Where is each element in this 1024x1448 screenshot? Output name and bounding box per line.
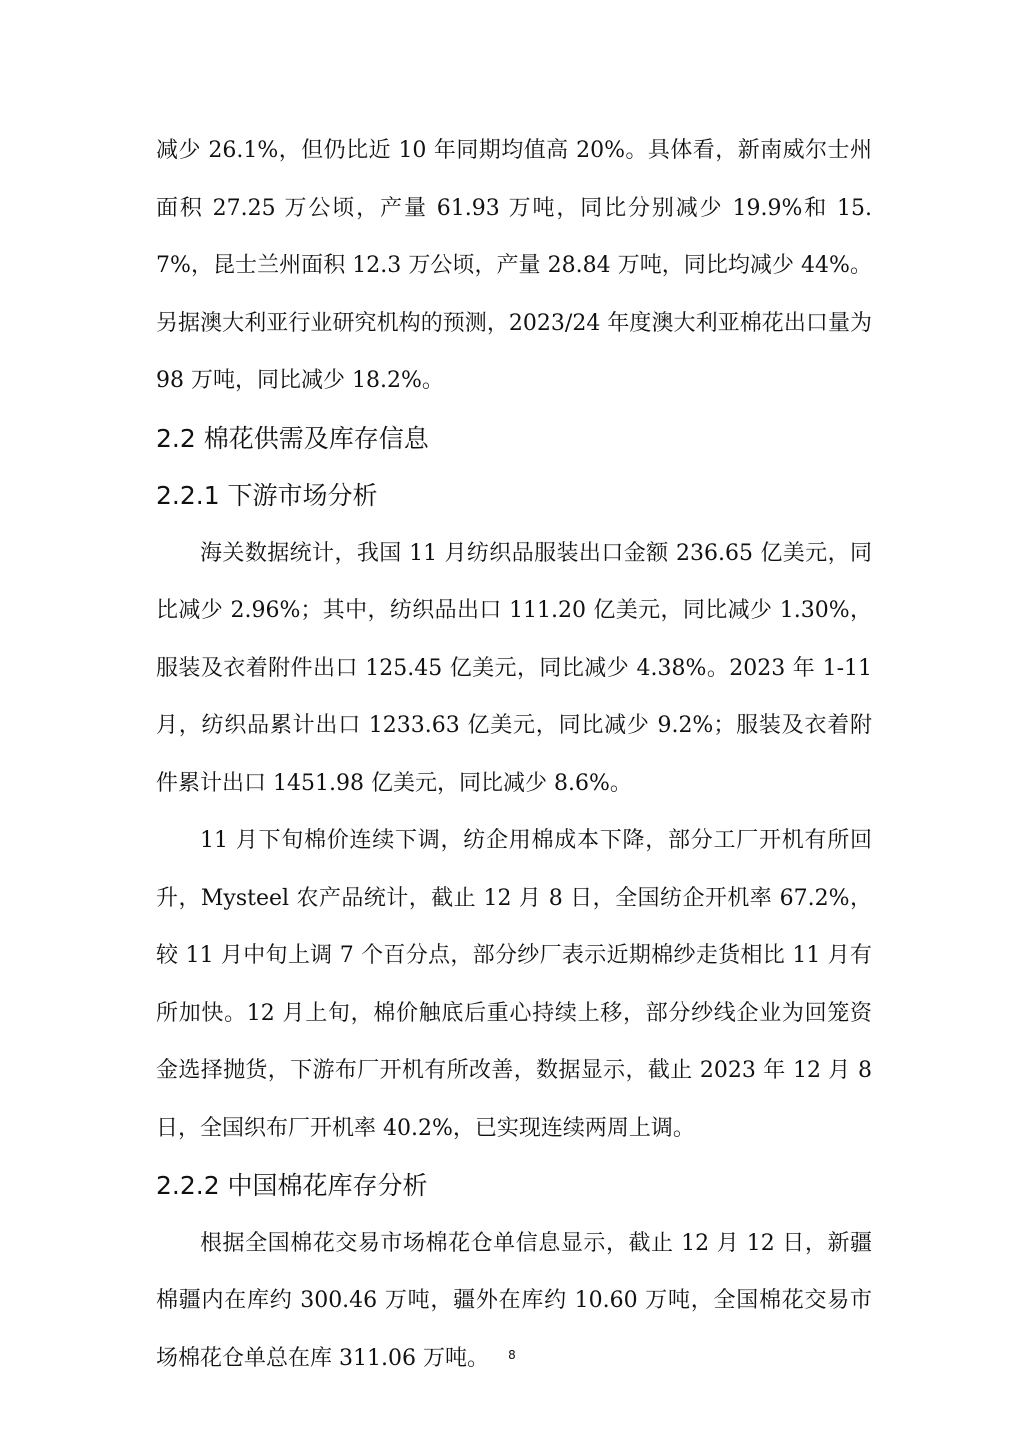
- section-heading-2-2: 2.2 棉花供需及库存信息: [156, 423, 429, 453]
- continued-paragraph: 减少 26.1%，但仍比近 10 年同期均值高 20%。具体看，新南威尔士州面积 27.25 万公顷，产量 61.93 万吨，同比分别减少 19.9%和 15.7%，昆士兰州面积 12.3 万公顷，产量 28.84 万吨，同比均减少 44%。另据澳大利亚行业研究机构的预测，2023/24 年度澳大利亚棉花出口量为 98 万吨，同比减少 18.2%。: [156, 138, 872, 393]
- page-content: [156, 122, 872, 1387]
- mill-operating-rate-paragraph: 11 月下旬棉价连续下调，纺企用棉成本下降，部分工厂开机有所回升，Mysteel 农产品统计，截止 12 月 8 日，全国纺企开机率 67.2%，较 11 月中旬上调 7 个百分点，部分纱厂表示近期棉纱走货相比 11 月有所加快。12 月上旬，棉价触底后重心持续上移，部分纱线企业为回笼资金选择抛货，下游布厂开机有所改善，数据显示，截止 2023 年 12 月 8 日，全国织布厂开机率 40.2%，已实现连续两周上调。: [156, 828, 872, 1141]
- cotton-inventory-paragraph: 根据全国棉花交易市场棉花仓单信息显示，截止 12 月 12 日，新疆棉疆内在库约 300.46 万吨，疆外在库约 10.60 万吨，全国棉花交易市场棉花仓单总在库 311.06 万吨。: [156, 1230, 872, 1371]
- customs-export-paragraph: 海关数据统计，我国 11 月纺织品服装出口金额 236.65 亿美元，同比减少 2.96%；其中，纺织品出口 111.20 亿美元，同比减少 1.30%，服装及衣着附件出口 125.45 亿美元，同比减少 4.38%。2023 年 1-11 月，纺织品累计出口 1233.63 亿美元，同比减少 9.2%；服装及衣着附件累计出口 1451.98 亿美元，同比减少 8.6%。: [156, 540, 872, 796]
- page-number: 8: [508, 1348, 516, 1362]
- subsection-heading-2-2-1: 2.2.1 下游市场分析: [156, 481, 378, 510]
- subsection-heading-2-2-2: 2.2.2 中国棉花库存分析: [156, 1171, 428, 1200]
